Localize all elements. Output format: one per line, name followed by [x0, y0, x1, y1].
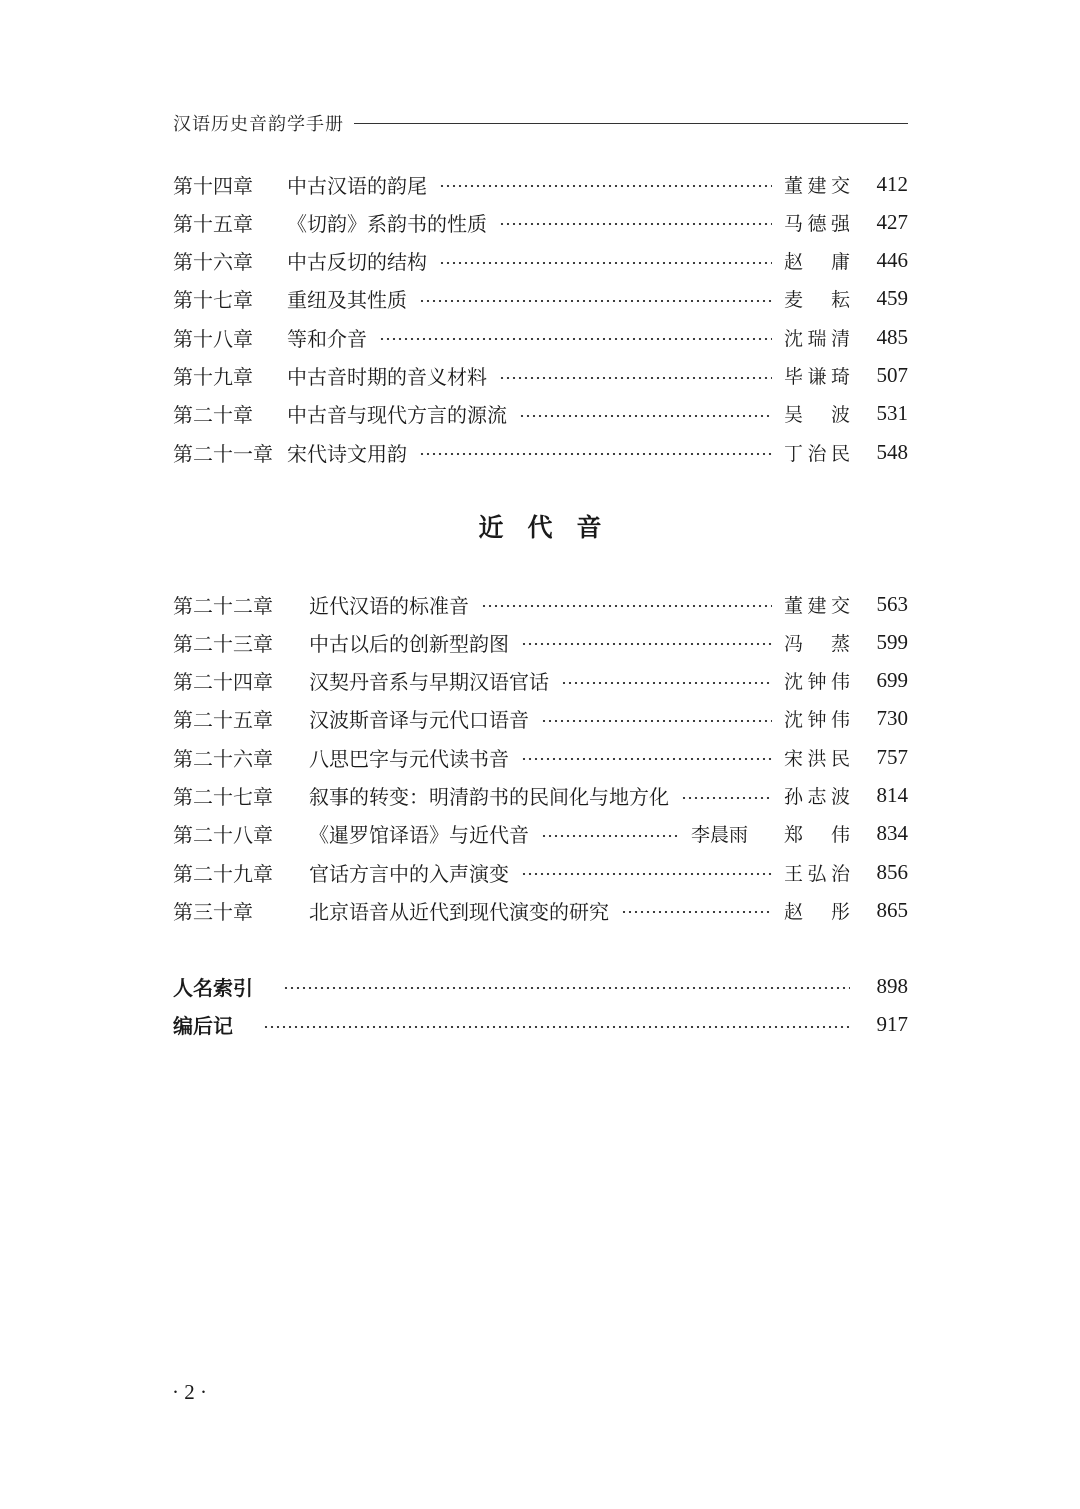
dot-leader [561, 682, 772, 684]
dot-leader [439, 262, 772, 264]
page-ref: 865 [876, 897, 908, 922]
chapter-title: 编后记 [173, 1014, 233, 1038]
section-title-early-modern: 近代音 [478, 513, 626, 542]
chapter-number: 第二十五章 [173, 708, 273, 733]
book-title: 汉语历史音韵学手册 [173, 114, 344, 135]
dot-leader [379, 338, 772, 340]
toc-entry[interactable] [173, 663, 908, 699]
page-ref: 834 [876, 821, 908, 846]
author-name: 赵庸 [784, 251, 850, 274]
page-ref: 599 [876, 629, 908, 654]
author-name: 赵彤 [784, 900, 850, 923]
chapter-title: 汉波斯音译与元代口语音 [309, 708, 529, 733]
page-ref: 917 [876, 1012, 908, 1036]
chapter-number: 第十八章 [173, 326, 253, 351]
chapter-number: 第二十六章 [173, 746, 273, 771]
toc-entry[interactable] [173, 243, 908, 279]
chapter-title: 中古以后的创新型韵图 [309, 631, 509, 656]
page-ref: 485 [876, 324, 908, 349]
chapter-title: 叙事的转变：明清韵书的民间化与地方化 [309, 785, 669, 809]
chapter-title: 中古音与现代方言的源流 [287, 403, 507, 428]
author-name: 冯蒸 [784, 632, 850, 655]
chapter-title: 八思巴字与元代读书音 [309, 746, 509, 771]
header-rule [354, 123, 908, 124]
toc-entry[interactable] [173, 166, 908, 202]
toc-entry[interactable] [173, 434, 908, 470]
page-ref: 507 [876, 363, 908, 387]
author-name: 沈钟伟 [784, 671, 850, 694]
toc-entry[interactable] [173, 358, 908, 394]
dot-leader [499, 377, 772, 379]
page-ref: 814 [876, 783, 908, 807]
author-name: 孙志波 [784, 786, 850, 808]
chapter-number: 第十七章 [173, 288, 253, 313]
toc-entry[interactable] [173, 701, 908, 737]
author-name: 毕谦琦 [784, 366, 850, 388]
toc-entry[interactable] [173, 624, 908, 660]
chapter-number: 第二十九章 [173, 861, 273, 886]
toc-entry[interactable] [173, 892, 908, 928]
dot-leader [263, 1026, 850, 1028]
dot-leader [519, 415, 772, 417]
toc-entry[interactable] [173, 281, 908, 317]
dot-leader [283, 987, 850, 989]
chapter-number: 第二十八章 [173, 823, 273, 848]
page-ref: 699 [876, 668, 908, 693]
dot-leader [521, 643, 772, 645]
toc-entry[interactable] [173, 586, 908, 622]
chapter-number: 第二十一章 [173, 441, 273, 466]
chapter-number: 第二十三章 [173, 631, 273, 656]
page-ref: 757 [876, 744, 908, 769]
chapter-number: 第三十章 [173, 899, 253, 924]
page-ref: 531 [876, 401, 908, 426]
chapter-number: 第二十四章 [173, 670, 273, 695]
page-number: · 2 · [172, 1380, 207, 1404]
chapter-number: 第十五章 [173, 211, 253, 236]
chapter-number: 第二十章 [173, 403, 253, 428]
toc-entry[interactable] [173, 968, 908, 1004]
dot-leader [521, 873, 772, 875]
page-ref: 730 [876, 706, 908, 731]
author-name: 董建交 [784, 594, 850, 617]
author-name: 马德强 [784, 212, 850, 235]
chapter-title: 中古反切的结构 [287, 250, 427, 275]
author-name: 麦耘 [784, 289, 850, 312]
running-header [173, 108, 908, 138]
chapter-title: 官话方言中的入声演变 [309, 861, 509, 886]
author-name: 沈瑞清 [784, 327, 850, 350]
dot-leader [439, 185, 772, 187]
chapter-title: 宋代诗文用韵 [287, 441, 407, 466]
dot-leader [681, 797, 772, 799]
page-ref: 856 [876, 859, 908, 884]
coauthor-name: 李晨雨 [690, 824, 748, 847]
chapter-title: 《暹罗馆译语》与近代音 [309, 823, 529, 848]
page-ref: 427 [876, 209, 908, 234]
dot-leader [621, 911, 772, 913]
chapter-title: 北京语音从近代到现代演变的研究 [309, 899, 609, 924]
toc-entry[interactable] [173, 396, 908, 432]
chapter-title: 近代汉语的标准音 [309, 593, 469, 618]
page-ref: 459 [876, 286, 908, 311]
chapter-number: 第十六章 [173, 250, 253, 275]
chapter-title: 中古音时期的音义材料 [287, 365, 487, 389]
toc-entry[interactable] [173, 778, 908, 814]
chapter-number: 第十四章 [173, 173, 253, 198]
author-name: 宋洪民 [784, 747, 850, 770]
page-ref: 898 [876, 973, 908, 998]
page-ref: 563 [876, 591, 908, 616]
dot-leader [541, 835, 679, 837]
dot-leader [541, 720, 772, 722]
chapter-title: 中古汉语的韵尾 [287, 173, 427, 198]
author-name: 王弘治 [784, 862, 850, 885]
toc-entry[interactable] [173, 204, 908, 240]
toc-entry[interactable] [173, 816, 908, 852]
chapter-title: 等和介音 [287, 326, 367, 351]
page-ref: 446 [876, 248, 908, 273]
chapter-title: 《切韵》系韵书的性质 [287, 211, 487, 236]
toc-entry[interactable] [173, 319, 908, 355]
chapter-number: 第二十七章 [173, 785, 273, 809]
dot-leader [481, 605, 772, 607]
dot-leader [499, 223, 772, 225]
dot-leader [419, 453, 772, 455]
chapter-title: 人名索引 [173, 975, 253, 1000]
chapter-title: 重纽及其性质 [287, 288, 407, 313]
page-ref: 548 [876, 439, 908, 464]
chapter-number: 第二十二章 [173, 593, 273, 618]
page-ref: 412 [876, 171, 908, 196]
author-name: 董建交 [784, 174, 850, 197]
chapter-number: 第十九章 [173, 365, 253, 389]
toc-entry[interactable] [173, 854, 908, 890]
dot-leader [419, 300, 772, 302]
author-name: 丁治民 [784, 442, 850, 465]
chapter-title: 汉契丹音系与早期汉语官话 [309, 670, 549, 695]
dot-leader [521, 758, 772, 760]
toc-entry[interactable] [173, 739, 908, 775]
author-name: 沈钟伟 [784, 709, 850, 732]
author-name: 吴波 [784, 404, 850, 427]
toc-entry[interactable] [173, 1007, 908, 1043]
author-name: 郑伟 [784, 824, 850, 847]
